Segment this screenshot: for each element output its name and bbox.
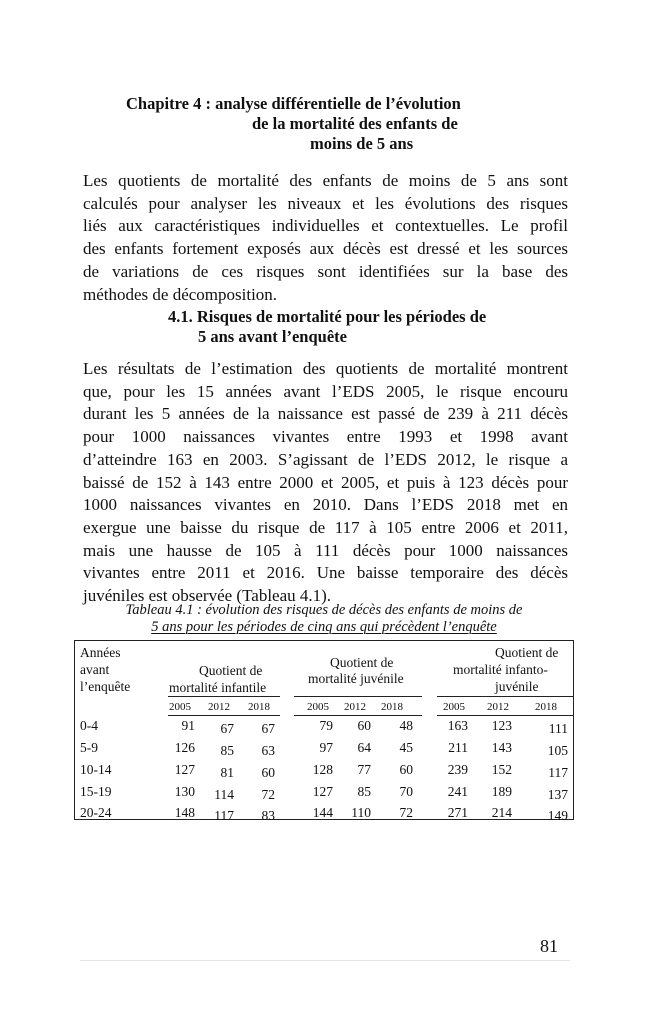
year-header: 2005 [443,701,465,713]
table-cell: 45 [399,740,413,755]
results-line: baissé de 152 à 143 entre 2000 et 2005, et puis à 123 décès pour [83,472,568,492]
row-header-line: l’enquête [80,679,131,694]
table-cell: 85 [220,743,234,758]
year-header: 2012 [487,701,509,713]
year-header: 2012 [208,701,230,713]
group-header-juvenile: mortalité juvénile [308,671,404,686]
group-underline [437,696,574,697]
row-header-line: Années [80,645,121,660]
year-header: 2018 [535,701,557,713]
intro-line: calculés pour analyser les niveaux et les évolutions des risques [83,193,568,213]
results-line: que, pour les 15 années avant l’EDS 2005, le risque encouru [83,381,568,401]
chapter-title-line-1: Chapitre 4 : analyse différentielle de l’évolution [126,94,461,113]
table-cell: 143 [491,740,512,755]
table-cell: 60 [399,762,413,777]
table-cell: 67 [220,721,234,736]
group-header-infanto-juvenile: juvénile [495,679,539,694]
table-cell: 117 [548,765,568,780]
page-number: 81 [540,936,558,956]
group-header-infantile: mortalité infantile [169,680,267,695]
chapter-title [90,94,570,154]
section-title-line-1: Risques de mortalité pour les périodes de [196,307,487,326]
table-cell: 127 [174,762,195,777]
table-cell: 137 [547,787,568,802]
intro-line: liés aux caractéristiques individuelles et contextuelles. Le profil [83,216,568,236]
table-cell: 123 [491,718,512,733]
group-header-juvenile: Quotient de [330,655,394,670]
table-row-period: 0-4 [80,718,98,733]
table-cell: 85 [357,784,371,799]
table-cell: 48 [399,718,413,733]
group-header-infanto-juvenile: mortalité infanto- [453,662,548,677]
table-cell: 211 [448,740,468,755]
intro-line: méthodes de décomposition. [83,284,278,304]
table-caption-line-1: Tableau 4.1 : évolution des risques de décès des enfants de moins de [125,602,523,618]
table-cell: 97 [319,740,333,755]
table-row-period: 5-9 [80,740,98,755]
table-cell: 64 [357,740,371,755]
group-header-infanto-juvenile: Quotient de [495,645,559,660]
table-cell: 271 [447,805,468,820]
intro-paragraph [83,170,568,306]
intro-line: Les quotients de mortalité des enfants de moins de 5 ans sont [83,171,568,190]
year-header: 2012 [344,701,366,713]
table-cell: 81 [220,765,234,780]
table-caption-line-2: 5 ans pour les périodes de cinq ans qui précèdent l’enquête [151,619,497,635]
year-header: 2018 [248,701,270,713]
results-line: vivantes entre 2011 et 2016. Une baisse temporaire des décès [83,563,568,583]
table-cell: 111 [548,721,568,736]
table-row-period: 15-19 [80,784,112,799]
table-row-period: 10-14 [80,762,112,777]
table-cell: 239 [447,762,468,777]
results-line: juvéniles est observée (Tableau 4.1). [83,586,332,606]
chapter-title-line-3: moins de 5 ans [310,134,414,153]
table-row-period: 20-24 [80,805,112,820]
mortality-table [74,640,574,823]
year-header: 2018 [381,701,403,713]
results-line: 1000 naissances vivantes en 2010. Dans l’EDS 2018 met en [83,495,568,515]
table-cell: 91 [181,718,195,733]
results-paragraph [83,358,568,608]
year-underline [294,715,422,716]
intro-line: des enfants fortement exposés aux décès est dressé et les sources [83,239,568,259]
results-line: Les résultats de l’estimation des quotients de mortalité montrent [83,359,568,378]
table-cell: 63 [261,743,275,758]
results-line: durant les 5 années de la naissance est passé de 239 à 211 décès [83,404,568,424]
table-cell: 163 [447,718,468,733]
table-cell: 152 [491,762,512,777]
table-cell: 72 [261,787,275,802]
table-cell: 148 [174,805,195,820]
table-cell: 144 [312,805,333,820]
table-cell: 83 [261,808,275,823]
table-cell: 60 [261,765,275,780]
group-underline [168,696,280,697]
results-line: d’atteindre 163 en 2003. S’agissant de l’EDS 2012, le risque a [83,449,568,469]
group-underline [294,696,422,697]
year-header: 2005 [307,701,329,713]
footer-divider [80,960,570,961]
table-cell: 214 [491,805,512,820]
table-cell: 77 [357,762,371,777]
results-line: pour 1000 naissances vivantes entre 1993 et 1998 avant [83,427,568,447]
table-cell: 79 [319,718,333,733]
table-cell: 105 [547,743,568,758]
table-cell: 110 [351,805,371,820]
group-header-infantile: Quotient de [199,663,263,678]
row-header-line: avant [80,662,110,677]
table-cell: 128 [312,762,333,777]
table-cell: 72 [399,805,413,820]
results-line: exergue une baisse du risque de 117 à 105 entre 2006 et 2011, [83,517,568,537]
table-cell: 114 [214,787,234,802]
table-cell: 130 [174,784,195,799]
table-cell: 126 [174,740,195,755]
table-caption [74,602,574,636]
table-cell: 149 [547,808,568,823]
table-cell: 189 [491,784,512,799]
intro-line: de variations de ces risques sont identifiées sur la base des [83,261,568,281]
year-header: 2005 [169,701,191,713]
section-number: 4.1. [168,307,193,326]
table-cell: 241 [447,784,468,799]
section-title-line-2: 5 ans avant l’enquête [198,327,347,346]
year-underline [437,715,574,716]
results-line: mais une hausse de 105 à 111 décès pour 1000 naissances [83,540,568,560]
year-underline [168,715,280,716]
table-cell: 117 [214,808,234,823]
table-cell: 70 [399,784,413,799]
table-cell: 60 [357,718,371,733]
table-cell: 127 [312,784,333,799]
section-title [168,307,568,347]
table-cell: 67 [261,721,275,736]
chapter-title-line-2: de la mortalité des enfants de [252,114,458,133]
